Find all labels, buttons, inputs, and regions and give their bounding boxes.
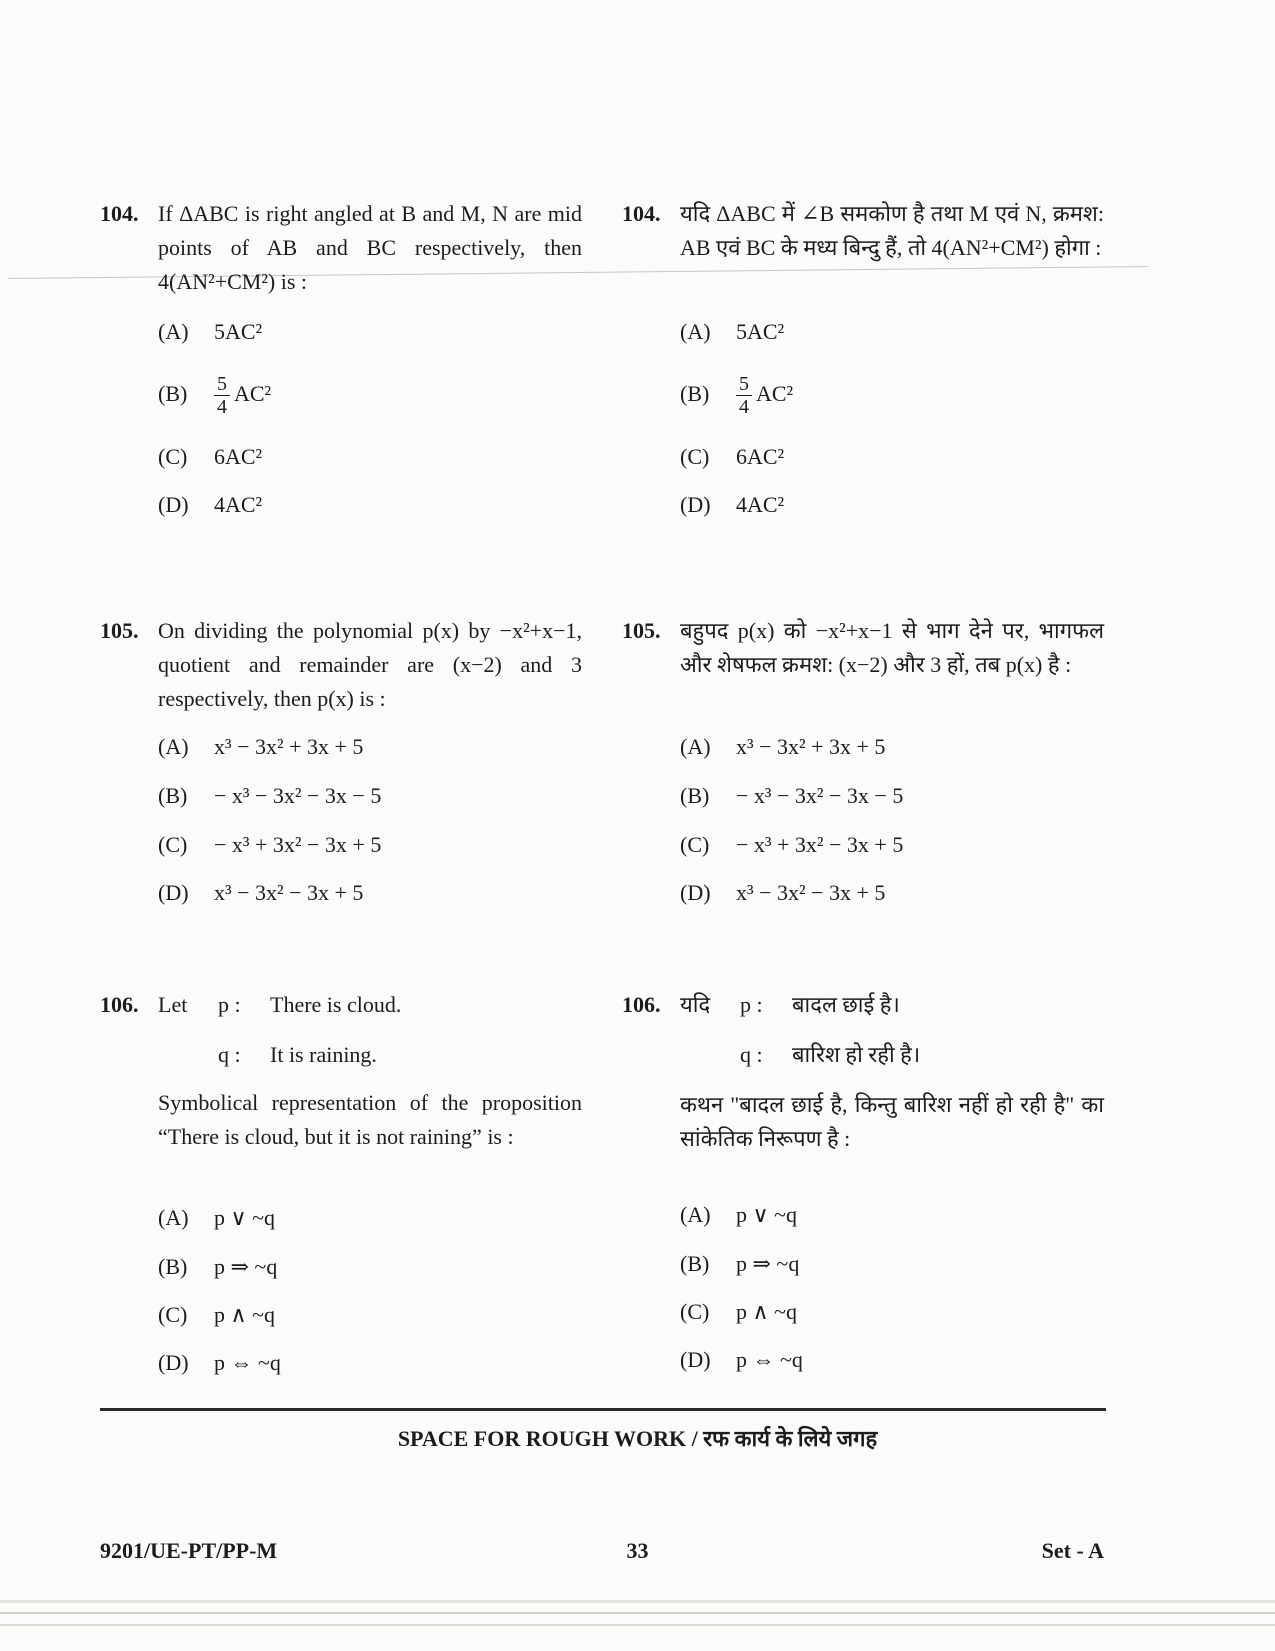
question-number: 105. — [100, 618, 139, 643]
question-stem: If ΔABC is right angled at B and M, N are mid points of AB and BC respectively, then 4(AN²+CM²) is : — [158, 201, 582, 294]
question-106-en — [100, 988, 582, 1388]
option-c[interactable]: (C) 6AC² — [680, 444, 785, 469]
question-number: 104. — [100, 201, 139, 226]
option-c[interactable]: (C) 6AC² — [158, 444, 263, 469]
question-104-hi — [622, 197, 1104, 537]
premise-q: q : It is raining. — [218, 1042, 377, 1067]
option-b[interactable]: (B) − x³ − 3x² − 3x − 5 — [158, 783, 382, 808]
fraction: $\frac{5}{4}$ — [736, 373, 752, 418]
question-number: 104. — [622, 201, 661, 226]
question-stem: Symbolical representation of the proposition “There is cloud, but it is not raining” is : — [158, 1090, 582, 1149]
option-d[interactable]: (D) 4AC² — [158, 492, 263, 517]
option-a[interactable]: (A) 5AC² — [680, 319, 785, 344]
option-a[interactable]: (A) x³ − 3x² + 3x + 5 — [680, 734, 886, 759]
option-c[interactable]: (C) − x³ + 3x² − 3x + 5 — [680, 832, 904, 857]
question-stem: यदि ΔABC में ∠B समकोण है तथा M एवं N, क्रमश: AB एवं BC के मध्य बिन्दु हैं, तो 4(AN²+CM²) होगा : — [680, 201, 1104, 260]
question-stem: बहुपद p(x) को −x²+x−1 से भाग देने पर, भागफल और शेषफल क्रमश: (x−2) और 3 हों, तब p(x) है : — [680, 618, 1104, 677]
option-d[interactable]: (D) 4AC² — [680, 492, 785, 517]
premise-p: Let p : There is cloud. — [158, 992, 402, 1017]
question-105-hi — [622, 614, 1104, 914]
option-c[interactable]: (C) − x³ + 3x² − 3x + 5 — [158, 832, 382, 857]
question-stem: कथन "बादल छाई है, किन्तु बारिश नहीं हो रही है" का सांकेतिक निरूपण है : — [680, 1092, 1104, 1151]
option-d[interactable]: (D) p ⇔ ~q — [158, 1350, 281, 1375]
option-a[interactable]: (A) 5AC² — [158, 319, 263, 344]
option-d[interactable]: (D) x³ − 3x² − 3x + 5 — [680, 880, 886, 905]
page-edge — [0, 1600, 1275, 1603]
option-b[interactable]: (B) p ⇒ ~q — [680, 1251, 800, 1276]
option-b[interactable]: (B) $\frac{5}{4}$ AC² — [680, 373, 794, 418]
option-b[interactable]: (B) p ⇒ ~q — [158, 1254, 278, 1279]
divider-rule — [100, 1408, 1106, 1411]
page-edge — [0, 1624, 1275, 1626]
premise-p: यदि p : बादल छाई है। — [680, 992, 900, 1017]
question-stem: On dividing the polynomial p(x) by −x²+x−1, quotient and remainder are (x−2) and 3 respectively, then p(x) is : — [158, 618, 582, 711]
question-105-en — [100, 614, 582, 914]
option-d[interactable]: (D) p ⇔ ~q — [680, 1347, 803, 1372]
rough-work-caption: SPACE FOR ROUGH WORK / रफ कार्य के लिये जगह — [397, 1426, 878, 1451]
option-a[interactable]: (A) p ∨ ~q — [158, 1205, 276, 1230]
question-104-en — [100, 197, 582, 537]
fraction: $\frac{5}{4}$ — [214, 373, 230, 418]
set-label: Set - A — [1041, 1538, 1104, 1563]
premise-q: q : बारिश हो रही है। — [740, 1042, 921, 1067]
question-number: 106. — [622, 992, 661, 1017]
question-number: 105. — [622, 618, 661, 643]
option-c[interactable]: (C) p ∧ ~q — [158, 1302, 276, 1327]
option-b[interactable]: (B) − x³ − 3x² − 3x − 5 — [680, 783, 904, 808]
question-number: 106. — [100, 992, 139, 1017]
option-b[interactable]: (B) $\frac{5}{4}$ AC² — [158, 373, 272, 418]
question-106-hi — [622, 988, 1104, 1388]
page-number: 33 — [626, 1538, 649, 1563]
paper-code: 9201/UE-PT/PP-M — [100, 1538, 278, 1563]
option-a[interactable]: (A) x³ − 3x² + 3x + 5 — [158, 734, 364, 759]
option-a[interactable]: (A) p ∨ ~q — [680, 1202, 798, 1227]
option-c[interactable]: (C) p ∧ ~q — [680, 1299, 798, 1324]
option-d[interactable]: (D) x³ − 3x² − 3x + 5 — [158, 880, 364, 905]
page-edge — [0, 1612, 1275, 1614]
